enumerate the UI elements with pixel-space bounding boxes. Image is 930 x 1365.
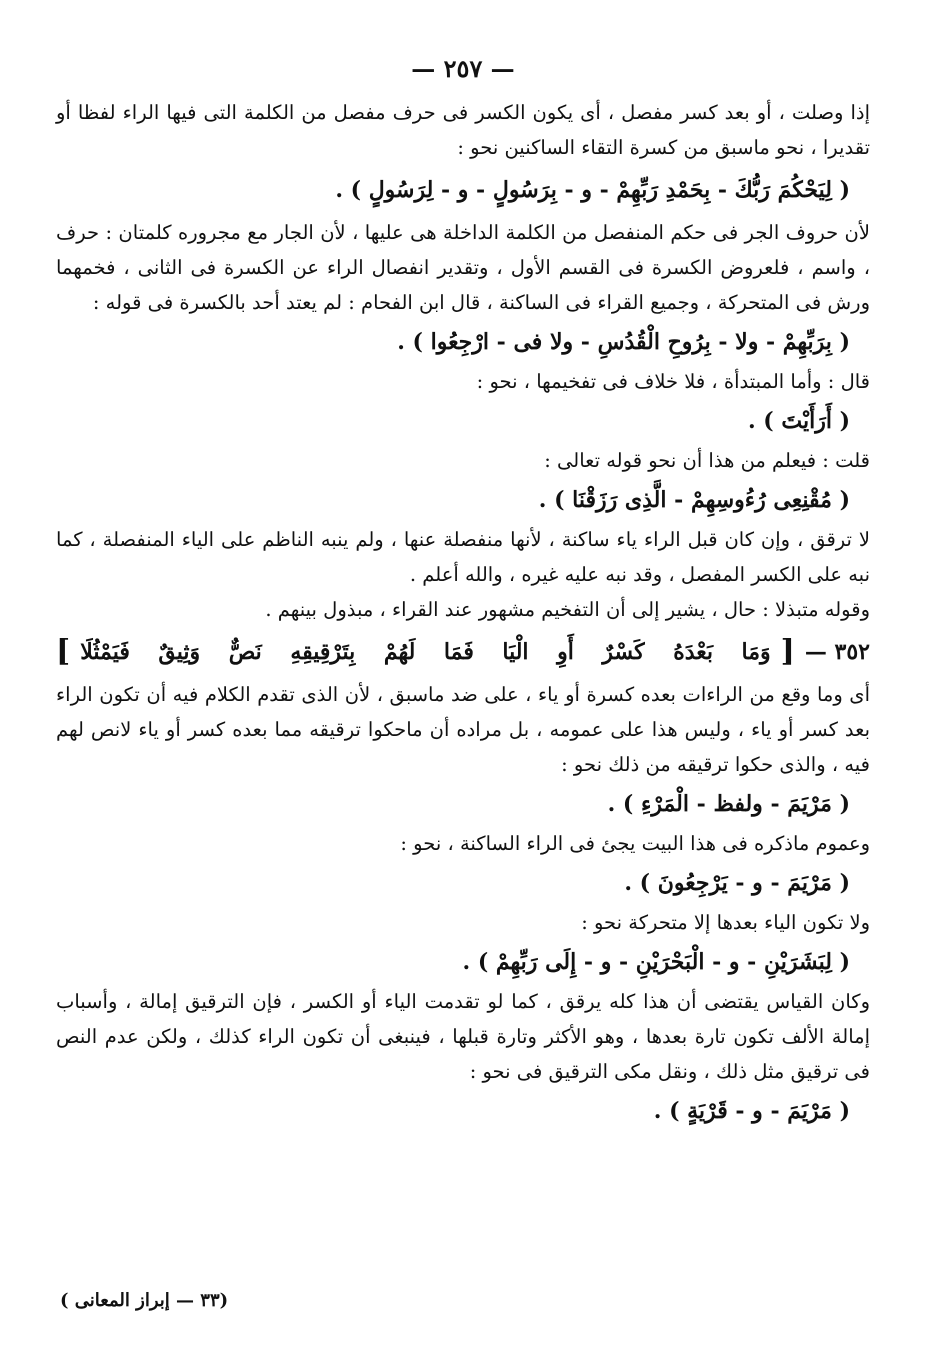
- page-footer: (٣٣ — إبراز المعانى ): [60, 1290, 229, 1311]
- quranic-quote: ( بِرَبِّهِمْ - ولا - بِرُوحِ الْقُدُسِ - ولا فى - ارْجِعُوا ) .: [397, 329, 850, 355]
- paragraph: إذا وصلت ، أو بعد كسر مفصل ، أى يكون الكسر فى حرف مفصل من الكلمة التى فيها الراء لفظا أو تقديرا ، نحو ماسبق من كسرة التقاء الساكنين نحو :: [56, 101, 870, 159]
- quranic-quote: ( لِيَحْكُمَ رَبُّكَ - بِحَمْدِ رَبِّهِمْ - و - بِرَسُولٍ - و - لِرَسُولٍ ) .: [335, 177, 850, 203]
- paragraph: قلت : فيعلم من هذا أن نحو قوله تعالى :: [544, 449, 870, 472]
- bracket-close-icon: ]: [56, 634, 71, 669]
- verse-number: ٣٥٢ —: [804, 639, 870, 665]
- paragraph: قال : وأما المبتدأة ، فلا خلاف فى تفخيمها ، نحو :: [476, 370, 870, 393]
- paragraph: ولا تكون الياء بعدها إلا متحركة نحو :: [581, 911, 870, 934]
- paragraph: وقوله متبذلا : حال ، يشير إلى أن التفخيم مشهور عند القراء ، مبذول بينهم .: [265, 598, 870, 621]
- page-number: — ٢٥٧ —: [411, 54, 515, 83]
- verse-text: وَمَا بَعْدَهُ كَسْرٌ أَوِ الْيَا فَمَا لَهُمْ بِتَرْقِيقِهِ نَصٌّ وَثِيقٌ فَيَمْثُلَا: [80, 639, 771, 665]
- paragraph: وكان القياس يقتضى أن هذا كله يرقق ، كما لو تقدمت الياء أو الكسر ، فإن الترقيق إمالة ، وأسباب إمالة الألف تكون تارة بعدها ، وهو الأكثر وتارة قبلها ، فينبغى أن تكون الراء كذلك ، ولكن عدم النص فى ترقيق مثل ذلك ، ونقل مكى الترقيق فى نحو :: [56, 990, 870, 1083]
- quranic-quote: ( أَرَأَيْتَ ) .: [747, 408, 850, 434]
- quranic-quote: ( مَرْيَمَ - ولفظ - الْمَرْءِ ) .: [607, 791, 850, 817]
- quranic-quote: ( لِبَشَرَيْنِ - و - الْبَحْرَيْنِ - و - إِلَى رَبِّهِمْ ) .: [462, 949, 850, 975]
- paragraph: لأن حروف الجر فى حكم المنفصل من الكلمة الداخلة هى عليها ، لأن الجار مع مجروره كلمتان : حرف ، واسم ، فلعروض الكسرة فى القسم الأول ، وتقدير انفصال الراء عن الكسرة فى الثانى ، فخمهما ورش فى المتحركة ، وجميع القراء فى الساكنة ، قال ابن الفحام : لم يعتد أحد بالكسرة فى قوله :: [56, 221, 870, 314]
- poem-verse: [56, 629, 870, 675]
- paragraph: أى وما وقع من الراءات بعده كسرة أو ياء ، على ضد ماسبق ، لأن الذى تقدم الكلام فيه أن تكون الراء بعد كسر أو ياء ، وليس هذا على عمومه ، بل مراده أن ماحكوا ترقيقه مما بعده كسر أو ياء لانص لهم فيه ، والذى حكوا ترقيقه من ذلك نحو :: [56, 683, 870, 776]
- paragraph: لا ترقق ، وإن كان قبل الراء ياء ساكنة ، لأنها منفصلة عنها ، ولم ينبه الناظم على الياء المنفصلة ، كما نبه على الكسر المفصل ، وقد نبه عليه غيره ، والله أعلم .: [56, 528, 870, 586]
- quranic-quote: ( مُقْنِعِى رُءُوسِهِمْ - الَّذِى رَزَقْنَا ) .: [538, 487, 850, 513]
- paragraph: وعموم ماذكره فى هذا البيت يجئ فى الراء الساكنة ، نحو :: [400, 832, 870, 855]
- quranic-quote: ( مَرْيَمَ - و - يَرْجِعُونَ ) .: [624, 870, 850, 896]
- quranic-quote: ( مَرْيَمَ - و - قَرْيَةٍ ) .: [653, 1098, 850, 1124]
- bracket-open-icon: [: [780, 634, 795, 669]
